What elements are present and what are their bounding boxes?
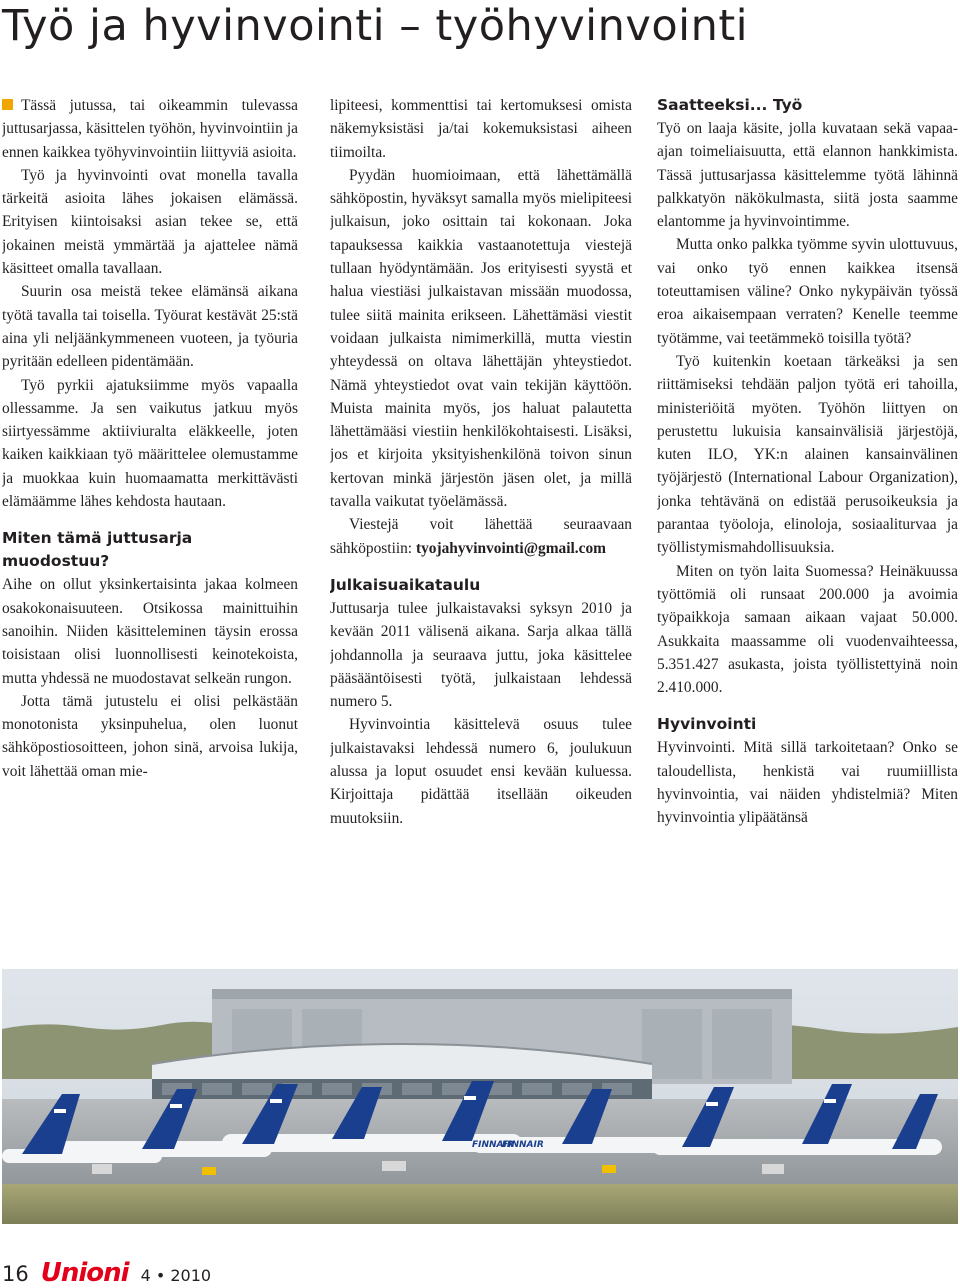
section-heading: Hyvinvointi <box>657 715 757 734</box>
paragraph: Työ on laaja käsite, jolla kuvataan sekä vapaa-ajan toimeliaisuutta, että elannon hankkimista. Tässä juttusarjassa käsittelemme työtä lähinnä palkkatyön näkökulmasta, siitä josta saamme elantomme ja hyvinvointimme. <box>657 120 958 231</box>
intro-paragraph: Tässä jutussa, tai oikeammin tulevassa juttusarjassa, käsittelen työhön, hyvinvointiin ja ennen kaikkea työhyvinvointiin liittyviä asioita. <box>2 97 298 161</box>
aircraft-livery-text: FINNAIR <box>502 1140 544 1150</box>
paragraph: Suurin osa meistä tekee elämänsä aikana työtä tavalla tai toisella. Työurat kestävät 25:stä aina yli neljäänkymmeneen vuoteen, ja työuria pyritään edelleen pidentämään. <box>2 283 298 371</box>
page-number: 16 <box>2 1262 29 1286</box>
airport-photo <box>2 969 958 1224</box>
paragraph: Jotta tämä jutustelu ei olisi pelkästään monotonista yksinpuhelua, olen luonut sähköpostiosoitteen, johon sinä, arvoisa lukija, voit lähettää oman mie- <box>2 692 298 780</box>
paragraph: Mutta onko palkka työmme syvin ulottuvuus, vai onko työ ennen kaikkea itsensä toteuttamisen väline? Onko nykypäivän työssä eroa aikaisempaan verraten? Kenelle teemme työtämme, vai teetämmekö toisilla työtä? <box>657 236 958 347</box>
airport-photo-illustration <box>2 969 958 1224</box>
paragraph: Hyvinvointi. Mitä sillä tarkoitetaan? Onko se taloudellista, henkistä vai ruumiillista hyvinvointia, vai näiden yhdistelmiä? Miten hyvinvointia ylipäätänsä <box>657 739 958 827</box>
aircraft-livery-text: FINNAIR <box>472 1140 514 1150</box>
article-column-3 <box>657 94 958 924</box>
article-column-1 <box>2 94 298 924</box>
email-paragraph: Viestejä voit lähettää seuraavaan sähköpostiin: tyojahyvinvointi@gmail.com <box>330 516 632 557</box>
page-footer <box>2 1258 211 1286</box>
article-column-2 <box>330 94 632 924</box>
orange-square-bullet-icon <box>2 99 13 110</box>
section-heading: Miten tämä juttusarja muodostuu? <box>2 529 193 571</box>
paragraph: Miten on työn laita Suomessa? Heinäkuussa työttömiä oli runsaat 200.000 ja avoimia työpaikkoja samaan aikaan vajaat 50.000. Asukkaita maassamme oli vuodenvaihteessa, 5.351.427 asukasta, joista työllistettyinä noin 2.410.000. <box>657 562 958 697</box>
paragraph: Työ kuitenkin koetaan tärkeäksi ja sen riittämiseksi tehdään paljon työtä eri tahoilla, ministeriöitä myöten. Työhön liittyen on perustettu lukuisia kansainvälisiä järjestöjä, kuten ILO, YK:n alainen kansainvälinen työjärjestö (International Labour Organization), jonka tehtävänä on edistää perusoikeuksia ja parantaa työoloja, elinoloja, sosiaaliturvaa ja työllistymismahdollisuuksia. <box>657 352 958 557</box>
section-heading: Saatteeksi... Työ <box>657 96 803 114</box>
section-heading: Julkaisuaikataulu <box>330 575 481 594</box>
paragraph: Aihe on ollut yksinkertaisinta jakaa kolmeen osakokonaisuuteen. Otsikossa mainittuihin sanoihin. Niiden käsitteleminen täysin erossa toisistaan olisi luonnollisesti keinotekoista, mutta yhdessä ne muodostavat selkeän rungon. <box>2 576 298 687</box>
email-link[interactable]: tyojahyvinvointi@gmail.com <box>415 539 606 557</box>
paragraph: Työ ja hyvinvointi ovat monella tavalla tärkeitä asioita lähes jokaisen elämässä. Erityisen kiintoisaksi asian tekee se, että jokainen meistä ymmärtää ja ajattelee nämä käsitteet omalla tavallaan. <box>2 166 298 278</box>
paragraph: Hyvinvointia käsittelevä osuus tulee julkaistavaksi lehdessä numero 6, joulukuun alussa ja loput osuudet ensi kevään kuluessa. Kirjoittaja pidättää itsellään oikeuden muutoksiin. <box>330 716 632 827</box>
page-title: Työ ja hyvinvointi – työhyvinvointi <box>2 1 749 51</box>
magazine-logo: Unioni <box>40 1258 129 1288</box>
paragraph: Juttusarja tulee julkaistavaksi syksyn 2010 ja kevään 2011 välisenä aikana. Sarja alkaa tällä johdannolla ja seuraava juttu, joka käsittelee pääsääntöisesti työtä, julkaistaan lehdessä numero 5. <box>330 599 632 711</box>
issue-label: 4 • 2010 <box>140 1266 212 1285</box>
paragraph: Pyydän huomioimaan, että lähettämällä sähköpostin, hyväksyt samalla myös mielipiteesi julkaisun, joko osittain tai kokonaan. Joka tapauksessa kaikkia vastaanotettuja viestejä tullaan hyödyntämään. Jos erityisesti syystä et halua viestiäsi julkaistavan missään muodossa, tulee siitä mainita erikseen. Lähettämäsi viestit voidaan julkaista nimimerkillä, mutta viestin yhteydessä on oltava lähettäjän yhteystiedot. Nämä yhteystiedot ovat vain tekijän käyttöön. Muista mainita myös, jos haluat palautetta lähettämääsi viestiin henkilökohtaisesti. Lisäksi, jos et kirjoita yksityishenkilönä toivon sinun kertovan minkä järjestön jäsen olet, ja millä tavalla vaikutat työelämässä. <box>330 166 632 511</box>
paragraph: lipiteesi, kommenttisi tai kertomuksesi omista näkemyksistäsi ja/tai kokemuksistasi aiheen tiimoilta. <box>330 97 632 161</box>
paragraph: Työ pyrkii ajatuksiimme myös vapaalla ollessamme. Ja sen vaikutus jatkuu myös siirtyessämme aktiiviuralta eläkkeelle, joten kaiken kaikkiaan työ määrittelee olemustamme ja muokkaa kuin huomaamatta merkittävästi elämäämme lähes kehdosta hautaan. <box>2 376 298 511</box>
